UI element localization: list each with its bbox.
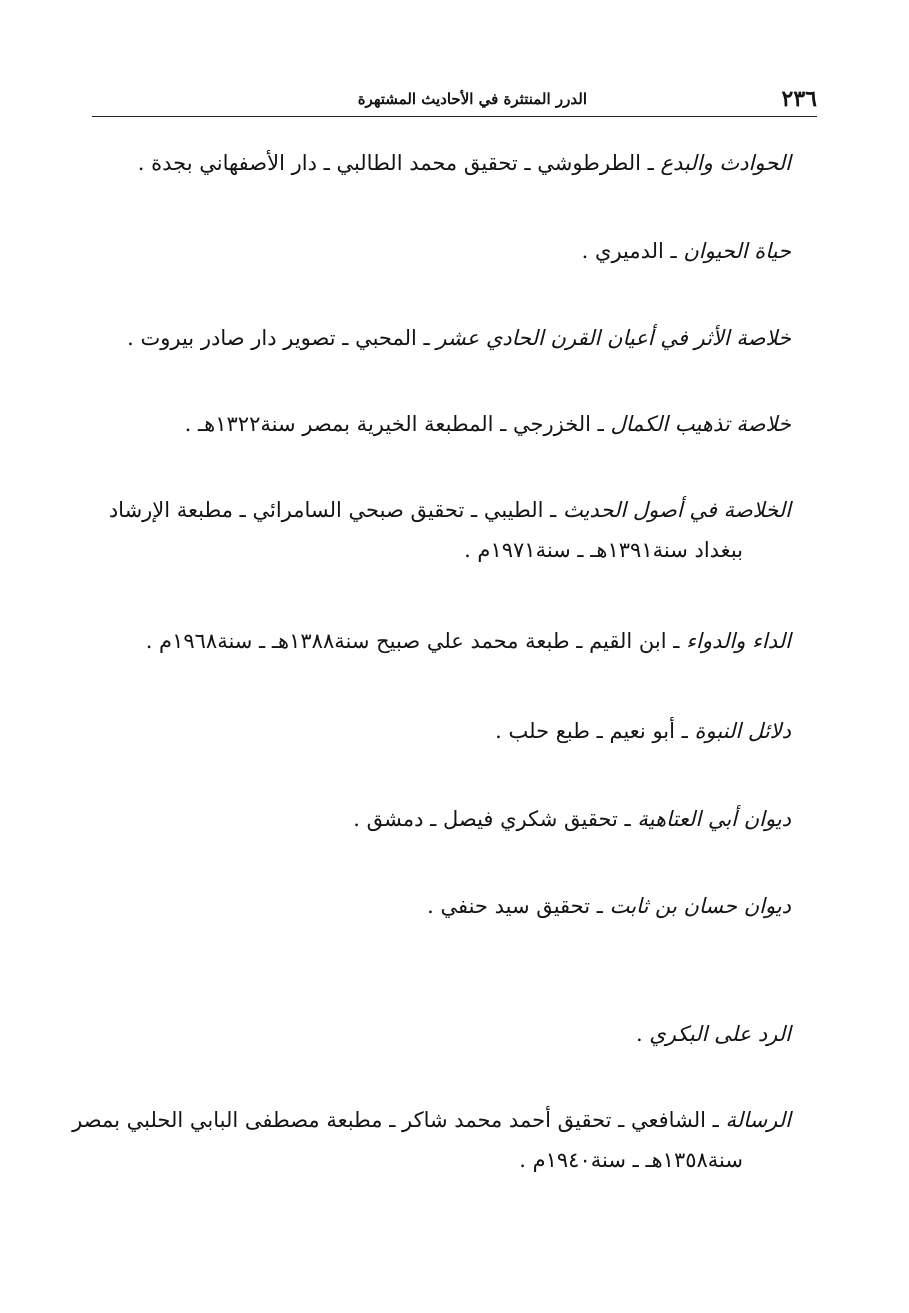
entry-details: ـ الخزرجي ـ المطبعة الخيرية بمصر سنة١٣٢٢هـ . [184, 412, 611, 436]
entry-details: ـ المحبي ـ تصوير دار صادر بيروت . [127, 326, 437, 350]
entry-title: خلاصة تذهيب الكمال [610, 412, 791, 436]
entry-title: ديوان أبي العتاهية [637, 807, 791, 831]
bibliography-entry [70, 799, 791, 839]
entry-title: الرسالة [725, 1108, 791, 1132]
bibliography-entry [70, 711, 791, 751]
bibliography-entry [70, 1014, 791, 1054]
entry-details: ـ أبو نعيم ـ طبع حلب . [495, 719, 695, 743]
page-header [92, 86, 817, 117]
entry-details: ـ ابن القيم ـ طبعة محمد علي صبيح سنة١٣٨٨هـ ـ سنة١٩٦٨م . [145, 629, 687, 653]
entry-title: حياة الحيوان [683, 239, 791, 263]
entry-details: ـ الدميري . [581, 239, 684, 263]
entry-details: ـ تحقيق سيد حنفي . [427, 894, 610, 918]
running-title: الدرر المنتثرة في الأحاديث المشتهرة [357, 90, 587, 108]
entry-details: ـ الشافعي ـ تحقيق أحمد محمد شاكر ـ مطبعة مصطفى البابي الحلبي بمصر [72, 1108, 726, 1132]
bibliography-entry [70, 1100, 791, 1180]
entry-title: الداء والدواء [686, 629, 791, 653]
entry-title: الرد على البكري [649, 1022, 791, 1046]
bibliography-entry [70, 231, 791, 271]
entry-details: . [635, 1022, 650, 1046]
entry-title: خلاصة الأثر في أعيان القرن الحادي عشر [436, 326, 791, 350]
page-number: ٢٣٦ [781, 86, 817, 112]
bibliography-entry [70, 621, 791, 661]
entry-details: ـ تحقيق شكري فيصل ـ دمشق . [353, 807, 638, 831]
bibliography-entry [70, 404, 791, 444]
entry-continuation: ببغداد سنة١٣٩١هـ ـ سنة١٩٧١م . [464, 538, 743, 562]
entry-details: ـ الطرطوشي ـ تحقيق محمد الطالبي ـ دار الأصفهاني بجدة . [137, 151, 661, 175]
entry-title: الخلاصة في أصول الحديث [562, 498, 791, 522]
bibliography-entry [70, 318, 791, 358]
entry-details: ـ الطيبي ـ تحقيق صبحي السامرائي ـ مطبعة الإرشاد [108, 498, 563, 522]
bibliography-entry [70, 886, 791, 926]
entry-continuation: سنة١٣٥٨هـ ـ سنة١٩٤٠م . [519, 1148, 743, 1172]
entry-title: ديوان حسان بن ثابت [609, 894, 791, 918]
bibliography-entry [70, 490, 791, 570]
entry-title: الحوادث والبدع [660, 151, 791, 175]
entry-title: دلائل النبوة [694, 719, 791, 743]
bibliography-entry [70, 143, 791, 183]
